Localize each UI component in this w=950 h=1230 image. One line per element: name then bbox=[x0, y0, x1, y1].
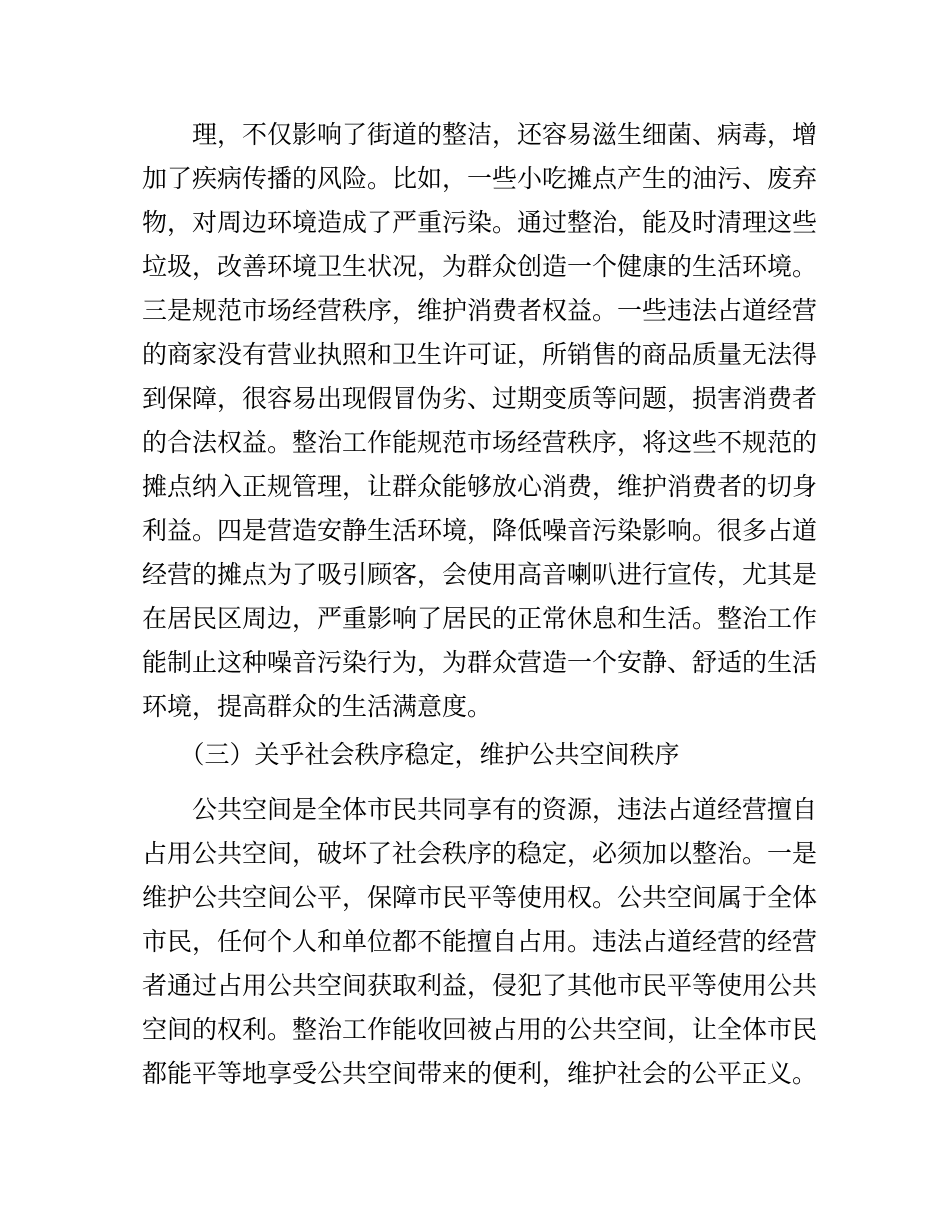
text-line: 物，对周边环境造成了严重污染。通过整治，能及时清理这些 bbox=[142, 208, 818, 237]
text-line: 都能平等地享受公共空间带来的便利，维护社会的公平正义。 bbox=[142, 1059, 818, 1088]
text-line: 利益。四是营造安静生活环境，降低噪音污染影响。很多占道 bbox=[142, 516, 818, 545]
text-line: 垃圾，改善环境卫生状况，为群众创造一个健康的生活环境。 bbox=[142, 252, 818, 281]
text-line: 摊点纳入正规管理，让群众能够放心消费，维护消费者的切身 bbox=[142, 472, 818, 501]
text-line: 的合法权益。整治工作能规范市场经营秩序，将这些不规范的 bbox=[142, 428, 818, 457]
text-line: 在居民区周边，严重影响了居民的正常休息和生活。整治工作 bbox=[142, 604, 818, 633]
text-line: 能制止这种噪音污染行为，为群众营造一个安静、舒适的生活 bbox=[142, 648, 818, 677]
text-line: 经营的摊点为了吸引顾客，会使用高音喇叭进行宣传，尤其是 bbox=[142, 560, 818, 589]
text-line: 市民，任何个人和单位都不能擅自占用。违法占道经营的经营 bbox=[142, 927, 818, 956]
text-line: 占用公共空间，破坏了社会秩序的稳定，必须加以整治。一是 bbox=[142, 839, 818, 868]
text-line: 到保障，很容易出现假冒伪劣、过期变质等问题，损害消费者 bbox=[142, 384, 818, 413]
text-line: 公共空间是全体市民共同享有的资源，违法占道经营擅自 bbox=[142, 795, 818, 824]
text-line: 环境，提高群众的生活满意度。 bbox=[142, 692, 493, 721]
text-line: 空间的权利。整治工作能收回被占用的公共空间，让全体市民 bbox=[142, 1015, 818, 1044]
section-heading: （三）关乎社会秩序稳定，维护公共空间秩序 bbox=[142, 740, 680, 769]
text-line: 理，不仅影响了街道的整洁，还容易滋生细菌、病毒，增 bbox=[142, 120, 818, 149]
text-line: 加了疾病传播的风险。比如，一些小吃摊点产生的油污、废弃 bbox=[142, 164, 818, 193]
text-line: 三是规范市场经营秩序，维护消费者权益。一些违法占道经营 bbox=[142, 296, 818, 325]
text-line: 维护公共空间公平，保障市民平等使用权。公共空间属于全体 bbox=[142, 883, 818, 912]
text-line: 的商家没有营业执照和卫生许可证，所销售的商品质量无法得 bbox=[142, 340, 818, 369]
text-line: 者通过占用公共空间获取利益，侵犯了其他市民平等使用公共 bbox=[142, 971, 818, 1000]
